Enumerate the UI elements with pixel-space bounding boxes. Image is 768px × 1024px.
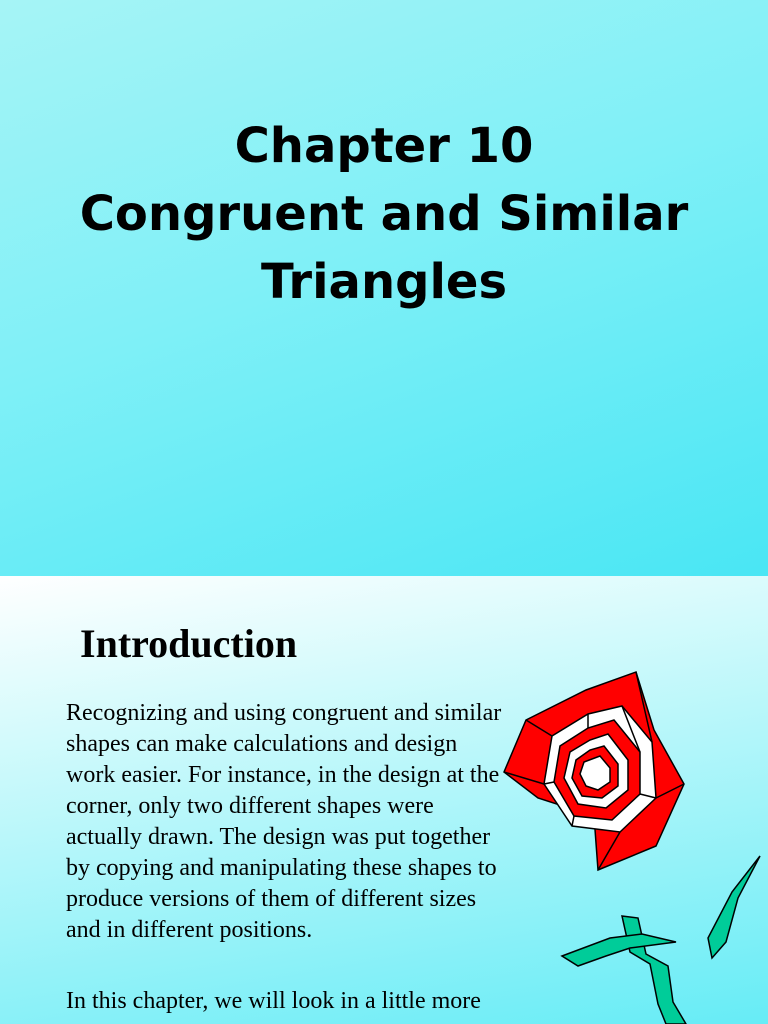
slide-title (0, 112, 768, 316)
intro-paragraph: Recognizing and using congruent and similar shapes can make calculations and design work easier. For instance, in the design at the corner, only two different shapes were actually drawn. The design was put together by copying and manipulating these shapes to produce versions of them of different sizes and in different positions. (66, 700, 502, 943)
rose-stem (622, 916, 686, 1024)
introduction-slide (0, 576, 768, 1024)
rose-leaf-right (708, 856, 760, 958)
title-line-1: Chapter 10 (234, 118, 534, 174)
chapter-paragraph: In this chapter, we will look in a little more (66, 988, 481, 1014)
rose-design-image (490, 666, 768, 1024)
section-heading: Introduction (80, 621, 298, 666)
title-line-3: Triangles (260, 254, 508, 310)
title-line-2: Congruent and Similar (79, 186, 689, 242)
